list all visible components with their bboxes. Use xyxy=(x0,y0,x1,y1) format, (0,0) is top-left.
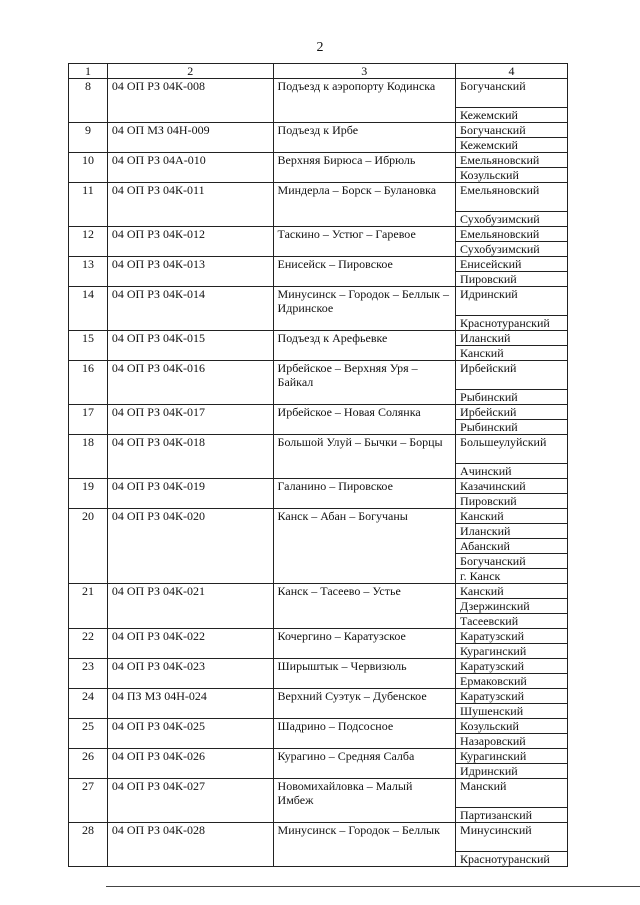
district-cell: Козульский xyxy=(456,719,568,734)
district-cell: Идринский xyxy=(456,764,568,779)
table-row xyxy=(69,153,568,168)
district-cell: Канский xyxy=(456,346,568,361)
road-name: Большой Улуй – Бычки – Борцы xyxy=(273,435,456,479)
roads-table xyxy=(68,63,568,867)
district-cell: Краснотуранский xyxy=(456,316,568,331)
district-cell: Рыбинский xyxy=(456,420,568,435)
district-cell: Тасеевский xyxy=(456,614,568,629)
road-name: Минусинск – Городок – Беллык xyxy=(273,823,456,867)
road-name: Шадрино – Подсосное xyxy=(273,719,456,749)
table-row xyxy=(69,779,568,808)
table-row xyxy=(69,183,568,212)
column-header-code: 2 xyxy=(107,64,273,79)
district-cell: Емельяновский xyxy=(456,183,568,212)
table-row xyxy=(69,435,568,464)
road-code: 04 ОП РЗ 04К-013 xyxy=(107,257,273,287)
road-name: Енисейск – Пировское xyxy=(273,257,456,287)
district-cell: Краснотуранский xyxy=(456,852,568,867)
district-cell: Богучанский xyxy=(456,123,568,138)
table-row xyxy=(69,227,568,242)
district-cell: Идринский xyxy=(456,287,568,316)
district-cell: Козульский xyxy=(456,168,568,183)
road-code: 04 ОП РЗ 04К-019 xyxy=(107,479,273,509)
road-code: 04 ОП РЗ 04К-017 xyxy=(107,405,273,435)
table-row xyxy=(69,79,568,108)
road-name: Подъезд к Арефьевке xyxy=(273,331,456,361)
footer-rule xyxy=(106,886,640,887)
table-header-row xyxy=(69,64,568,79)
row-number: 20 xyxy=(69,509,108,584)
district-cell: Пировский xyxy=(456,272,568,287)
road-code: 04 ОП РЗ 04К-018 xyxy=(107,435,273,479)
road-code: 04 ОП РЗ 04А-010 xyxy=(107,153,273,183)
row-number: 19 xyxy=(69,479,108,509)
row-number: 23 xyxy=(69,659,108,689)
district-cell: Дзержинский xyxy=(456,599,568,614)
row-number: 24 xyxy=(69,689,108,719)
district-cell: Каратузский xyxy=(456,689,568,704)
road-code: 04 ОП РЗ 04К-011 xyxy=(107,183,273,227)
road-name: Таскино – Устюг – Гаревое xyxy=(273,227,456,257)
road-code: 04 ОП РЗ 04К-015 xyxy=(107,331,273,361)
row-number: 8 xyxy=(69,79,108,123)
district-cell: Сухобузимский xyxy=(456,212,568,227)
road-code: 04 ОП РЗ 04К-012 xyxy=(107,227,273,257)
district-cell: Иланский xyxy=(456,331,568,346)
road-code: 04 ОП МЗ 04Н-009 xyxy=(107,123,273,153)
row-number: 17 xyxy=(69,405,108,435)
table-row xyxy=(69,257,568,272)
road-name: Ирбейское – Новая Солянка xyxy=(273,405,456,435)
row-number: 21 xyxy=(69,584,108,629)
row-number: 13 xyxy=(69,257,108,287)
road-name: Курагино – Средняя Салба xyxy=(273,749,456,779)
row-number: 12 xyxy=(69,227,108,257)
road-name: Подъезд к аэропорту Кодинска xyxy=(273,79,456,123)
district-cell: Ирбейский xyxy=(456,361,568,390)
road-name: Ирбейское – Верхняя Уря – Байкал xyxy=(273,361,456,405)
row-number: 16 xyxy=(69,361,108,405)
district-cell: Большеулуйский xyxy=(456,435,568,464)
road-name: Кочергино – Каратузское xyxy=(273,629,456,659)
district-cell: Рыбинский xyxy=(456,390,568,405)
road-name: Миндерла – Борск – Булановка xyxy=(273,183,456,227)
road-code: 04 ОП РЗ 04К-008 xyxy=(107,79,273,123)
road-code: 04 ОП РЗ 04К-022 xyxy=(107,629,273,659)
district-cell: Каратузский xyxy=(456,629,568,644)
table-row xyxy=(69,361,568,390)
road-name: Подъезд к Ирбе xyxy=(273,123,456,153)
table-row xyxy=(69,629,568,644)
district-cell: Кежемский xyxy=(456,108,568,123)
district-cell: Казачинский xyxy=(456,479,568,494)
road-code: 04 ОП РЗ 04К-025 xyxy=(107,719,273,749)
district-cell: Абанский xyxy=(456,539,568,554)
table-row xyxy=(69,405,568,420)
district-cell: Емельяновский xyxy=(456,153,568,168)
table-row xyxy=(69,749,568,764)
row-number: 18 xyxy=(69,435,108,479)
row-number: 25 xyxy=(69,719,108,749)
table-row xyxy=(69,823,568,852)
table-row xyxy=(69,584,568,599)
page-number: 2 xyxy=(316,40,324,55)
road-name: Галанино – Пировское xyxy=(273,479,456,509)
road-code: 04 ОП РЗ 04К-023 xyxy=(107,659,273,689)
table-row xyxy=(69,659,568,674)
table-row xyxy=(69,719,568,734)
district-cell: Курагинский xyxy=(456,749,568,764)
table-row xyxy=(69,689,568,704)
district-cell: Иланский xyxy=(456,524,568,539)
district-cell: Канский xyxy=(456,584,568,599)
district-cell: Курагинский xyxy=(456,644,568,659)
table-row xyxy=(69,123,568,138)
row-number: 27 xyxy=(69,779,108,823)
road-name: Верхняя Бирюса – Ибрюль xyxy=(273,153,456,183)
district-cell: Ермаковский xyxy=(456,674,568,689)
road-name: Ширыштык – Червизюль xyxy=(273,659,456,689)
road-name: Канск – Абан – Богучаны xyxy=(273,509,456,584)
road-name: Минусинск – Городок – Беллык – Идринское xyxy=(273,287,456,331)
road-name: Новомихайловка – Малый Имбеж xyxy=(273,779,456,823)
road-code: 04 ОП РЗ 04К-026 xyxy=(107,749,273,779)
district-cell: Пировский xyxy=(456,494,568,509)
column-header-district: 4 xyxy=(456,64,568,79)
district-cell: Емельяновский xyxy=(456,227,568,242)
road-code: 04 ОП РЗ 04К-020 xyxy=(107,509,273,584)
district-cell: Ачинский xyxy=(456,464,568,479)
row-number: 10 xyxy=(69,153,108,183)
column-header-name: 3 xyxy=(273,64,456,79)
district-cell: Богучанский xyxy=(456,79,568,108)
column-header-number: 1 xyxy=(69,64,108,79)
row-number: 28 xyxy=(69,823,108,867)
district-cell: Минусинский xyxy=(456,823,568,852)
table-row xyxy=(69,331,568,346)
row-number: 22 xyxy=(69,629,108,659)
district-cell: Сухобузимский xyxy=(456,242,568,257)
road-code: 04 ОП РЗ 04К-014 xyxy=(107,287,273,331)
row-number: 15 xyxy=(69,331,108,361)
table-row xyxy=(69,287,568,316)
road-code: 04 ОП РЗ 04К-028 xyxy=(107,823,273,867)
district-cell: Енисейский xyxy=(456,257,568,272)
row-number: 14 xyxy=(69,287,108,331)
row-number: 9 xyxy=(69,123,108,153)
row-number: 11 xyxy=(69,183,108,227)
district-cell: Богучанский xyxy=(456,554,568,569)
road-code: 04 ОП РЗ 04К-021 xyxy=(107,584,273,629)
district-cell: Кежемский xyxy=(456,138,568,153)
row-number: 26 xyxy=(69,749,108,779)
district-cell: г. Канск xyxy=(456,569,568,584)
road-code: 04 ПЗ МЗ 04Н-024 xyxy=(107,689,273,719)
district-cell: Назаровский xyxy=(456,734,568,749)
road-name: Канск – Тасеево – Устье xyxy=(273,584,456,629)
table-row xyxy=(69,509,568,524)
district-cell: Ирбейский xyxy=(456,405,568,420)
table-body xyxy=(69,79,568,867)
district-cell: Каратузский xyxy=(456,659,568,674)
road-code: 04 ОП РЗ 04К-016 xyxy=(107,361,273,405)
district-cell: Канский xyxy=(456,509,568,524)
district-cell: Партизанский xyxy=(456,808,568,823)
road-name: Верхний Суэтук – Дубенское xyxy=(273,689,456,719)
road-code: 04 ОП РЗ 04К-027 xyxy=(107,779,273,823)
district-cell: Манский xyxy=(456,779,568,808)
table-row xyxy=(69,479,568,494)
district-cell: Шушенский xyxy=(456,704,568,719)
